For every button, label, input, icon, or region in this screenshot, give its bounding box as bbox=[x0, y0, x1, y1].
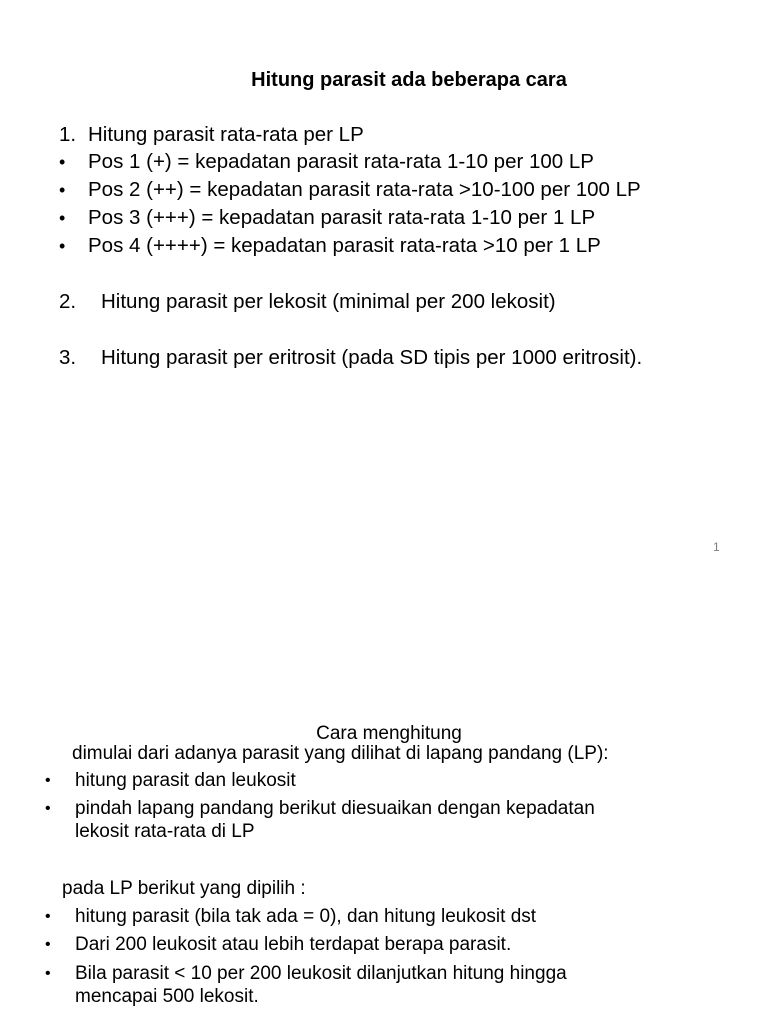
bullet-pos-3: Pos 3 (+++) = kepadatan parasit rata-rata 1-10 per 1 LP bbox=[88, 206, 596, 229]
bullet-icon: • bbox=[45, 936, 51, 953]
slide-2-intro: dimulai dari adanya parasit yang dilihat di lapang pandang (LP): bbox=[72, 743, 609, 764]
page-number: 1 bbox=[713, 540, 720, 554]
list-number-3: 3. bbox=[59, 346, 77, 369]
bullet-pos-2: Pos 2 (++) = kepadatan parasit rata-rata >10-100 per 100 LP bbox=[88, 178, 641, 201]
list-number-2: 2. bbox=[59, 290, 77, 313]
bullet-icon: • bbox=[59, 152, 66, 172]
bullet-move-field-continued: lekosit rata-rata di LP bbox=[75, 821, 255, 842]
slide-2 bbox=[0, 576, 768, 1024]
bullet-continue-count: Bila parasit < 10 per 200 leukosit dilanjutkan hitung hingga bbox=[75, 963, 567, 984]
slide-1-title: Hitung parasit ada beberapa cara bbox=[251, 69, 567, 91]
bullet-200-leukocytes: Dari 200 leukosit atau lebih terdapat berapa parasit. bbox=[75, 934, 512, 955]
bullet-icon: • bbox=[59, 208, 66, 228]
bullet-icon: • bbox=[59, 236, 66, 256]
bullet-pos-1: Pos 1 (+) = kepadatan parasit rata-rata 1-10 per 100 LP bbox=[88, 150, 594, 173]
slide-2-subhead: pada LP berikut yang dipilih : bbox=[62, 878, 306, 899]
list-item-3-text: Hitung parasit per eritrosit (pada SD tipis per 1000 eritrosit). bbox=[101, 346, 643, 369]
bullet-icon: • bbox=[45, 800, 51, 817]
list-item-2-text: Hitung parasit per lekosit (minimal per 200 lekosit) bbox=[101, 290, 556, 313]
slide-2-title: Cara menghitung bbox=[316, 723, 462, 744]
list-number-1: 1. bbox=[59, 123, 77, 146]
bullet-icon: • bbox=[45, 965, 51, 982]
list-item-1-text: Hitung parasit rata-rata per LP bbox=[88, 123, 364, 146]
bullet-continue-count-continued: mencapai 500 lekosit. bbox=[75, 986, 259, 1007]
bullet-icon: • bbox=[45, 908, 51, 925]
bullet-icon: • bbox=[59, 180, 66, 200]
bullet-pos-4: Pos 4 (++++) = kepadatan parasit rata-rata >10 per 1 LP bbox=[88, 234, 601, 257]
bullet-icon: • bbox=[45, 772, 51, 789]
bullet-count-parasite-zero: hitung parasit (bila tak ada = 0), dan hitung leukosit dst bbox=[75, 906, 537, 927]
bullet-count-parasite-leukocyte: hitung parasit dan leukosit bbox=[75, 770, 296, 791]
bullet-move-field: pindah lapang pandang berikut diesuaikan dengan kepadatan bbox=[75, 798, 595, 819]
